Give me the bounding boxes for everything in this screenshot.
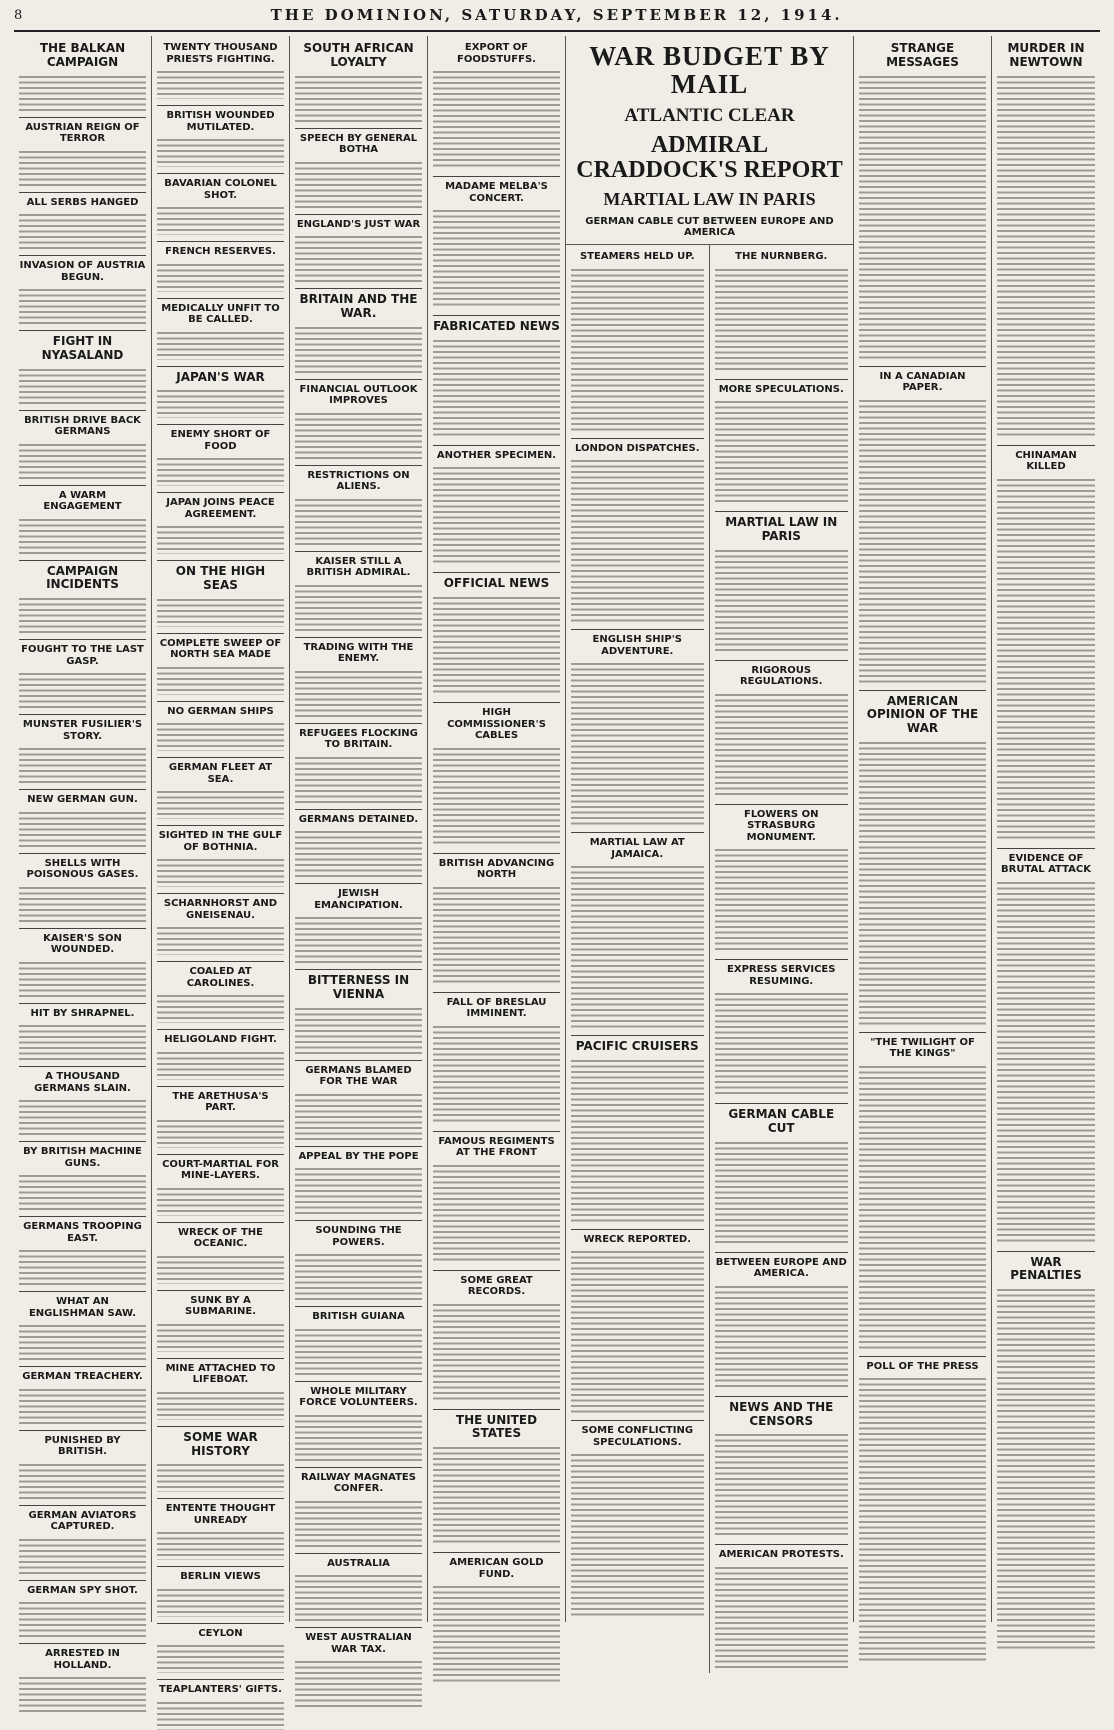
article-text [157, 1049, 284, 1080]
article-text [571, 266, 704, 432]
column-4 [428, 36, 566, 1622]
headline: BRITISH WOUNDED MUTILATED. [157, 105, 284, 133]
column-1 [14, 36, 152, 1671]
headline: FAMOUS REGIMENTS AT THE FRONT [433, 1131, 560, 1159]
article-text [295, 914, 422, 963]
headline: COALED AT CAROLINES. [157, 961, 284, 989]
headline: MADAME MELBA'S CONCERT. [433, 176, 560, 204]
headline: BRITISH GUIANA [295, 1306, 422, 1323]
article-text [433, 464, 560, 566]
column-3 [290, 36, 428, 1655]
article-text [19, 73, 146, 111]
article-text [19, 670, 146, 708]
headline: MORE SPECULATIONS. [715, 379, 849, 396]
headline: RAILWAY MAGNATES CONFER. [295, 1467, 422, 1495]
headline: NEWS AND THE CENSORS [715, 1396, 849, 1429]
headline: FRENCH RESERVES. [157, 241, 284, 258]
headline: BRITISH DRIVE BACK GERMANS [19, 410, 146, 438]
war-budget-section [566, 36, 854, 1622]
article-text [157, 1117, 284, 1148]
headline: GERMANS BLAMED FOR THE WAR [295, 1060, 422, 1088]
article-text [19, 809, 146, 847]
headline: WRECK REPORTED. [571, 1229, 704, 1246]
article-text [295, 159, 422, 208]
headline-war-budget: WAR BUDGET BY MAIL [589, 41, 830, 100]
headline: CHINAMAN KILLED [997, 445, 1095, 473]
article-text [997, 476, 1095, 842]
headline: GERMAN SPY SHOT. [19, 1580, 146, 1597]
headline: STEAMERS HELD UP. [579, 251, 695, 263]
article-text [715, 846, 849, 953]
article-text [295, 1412, 422, 1461]
column-5 [566, 245, 710, 1673]
headline: REFUGEES FLOCKING TO BRITAIN. [295, 723, 422, 751]
article-text [157, 455, 284, 486]
headline: MARTIAL LAW IN PARIS [715, 511, 849, 544]
headline: A THOUSAND GERMANS SLAIN. [19, 1066, 146, 1094]
headline: JEWISH EMANCIPATION. [295, 883, 422, 911]
headline: EXPRESS SERVICES RESUMING. [715, 959, 849, 987]
headline: WEST AUSTRALIAN WAR TAX. [295, 1627, 422, 1655]
article-text [433, 884, 560, 986]
headline: STRANGE MESSAGES [886, 41, 959, 69]
headline: TRADING WITH THE ENEMY. [295, 637, 422, 665]
headline: BAVARIAN COLONEL SHOT. [157, 173, 284, 201]
article-text [19, 1172, 146, 1210]
paper-title: THE DOMINION, SATURDAY, SEPTEMBER 12, 1914. [270, 6, 843, 24]
headline: GERMANS DETAINED. [295, 809, 422, 826]
headline: RIGOROUS REGULATIONS. [715, 660, 849, 688]
article-text [157, 1321, 284, 1352]
article-text [715, 990, 849, 1097]
headline: MINE ATTACHED TO LIFEBOAT. [157, 1358, 284, 1386]
headline: WHOLE MILITARY FORCE VOLUNTEERS. [295, 1381, 422, 1409]
article-text [157, 136, 284, 167]
headline: SHELLS WITH POISONOUS GASES. [19, 853, 146, 881]
article-text [295, 1005, 422, 1054]
headline: PACIFIC CRUISERS [571, 1035, 704, 1054]
article-text [571, 1451, 704, 1617]
headline: SOME GREAT RECORDS. [433, 1270, 560, 1298]
article-text [997, 1286, 1095, 1652]
headline: MUNSTER FUSILIER'S STORY. [19, 714, 146, 742]
headline: HIT BY SHRAPNEL. [19, 1003, 146, 1020]
article-text [715, 1283, 849, 1390]
headline: ARRESTED IN HOLLAND. [19, 1643, 146, 1671]
headline: WAR PENALTIES [997, 1251, 1095, 1284]
article-text [19, 441, 146, 479]
headline: COMPLETE SWEEP OF NORTH SEA MADE [157, 633, 284, 661]
article-text [433, 745, 560, 847]
headline: INVASION OF AUSTRIA BEGUN. [19, 255, 146, 283]
headline: CAMPAIGN INCIDENTS [19, 560, 146, 593]
article-text [19, 148, 146, 186]
headline: FABRICATED NEWS [433, 315, 560, 334]
headline: ANOTHER SPECIMEN. [433, 445, 560, 462]
article-text [571, 863, 704, 1029]
article-text [433, 1301, 560, 1403]
headline: BY BRITISH MACHINE GUNS. [19, 1141, 146, 1169]
headline: AUSTRIAN REIGN OF TERROR [19, 117, 146, 145]
article-text [19, 1097, 146, 1135]
headline: TEAPLANTERS' GIFTS. [157, 1679, 284, 1696]
article-text [157, 1185, 284, 1216]
headline: CEYLON [157, 1623, 284, 1640]
headline: NEW GERMAN GUN. [19, 789, 146, 806]
article-text [157, 68, 284, 99]
headline-cable-cut: GERMAN CABLE CUT BETWEEN EUROPE AND AMERICA [585, 216, 834, 239]
article-text [157, 924, 284, 955]
article-text [433, 68, 560, 170]
headline: GERMANS TROOPING EAST. [19, 1216, 146, 1244]
headline: THE NURNBERG. [735, 251, 828, 263]
headline: ENTENTE THOUGHT UNREADY [157, 1498, 284, 1526]
article-text [157, 261, 284, 292]
article-text [295, 1658, 422, 1707]
headline: SPEECH BY GENERAL BOTHA [295, 128, 422, 156]
headline: HELIGOLAND FIGHT. [157, 1029, 284, 1046]
article-text [19, 366, 146, 404]
article-text [157, 1461, 284, 1492]
article-text [157, 1586, 284, 1617]
article-text [157, 1529, 284, 1560]
headline: SOUTH AFRICAN LOYALTY [303, 41, 414, 69]
headline: THE UNITED STATES [433, 1409, 560, 1442]
headline: WHAT AN ENGLISHMAN SAW. [19, 1291, 146, 1319]
headline: THE ARETHUSA'S PART. [157, 1086, 284, 1114]
headline: FOUGHT TO THE LAST GASP. [19, 639, 146, 667]
headline: NO GERMAN SHIPS [157, 701, 284, 718]
headline: SOME CONFLICTING SPECULATIONS. [571, 1420, 704, 1448]
article-text [157, 329, 284, 360]
headline: GERMAN TREACHERY. [19, 1366, 146, 1383]
article-text [295, 1251, 422, 1300]
headline: A WARM ENGAGEMENT [19, 485, 146, 513]
article-text [715, 691, 849, 798]
headline: "THE TWILIGHT OF THE KINGS" [859, 1032, 986, 1060]
article-text [19, 286, 146, 324]
headline: SUNK BY A SUBMARINE. [157, 1290, 284, 1318]
headline: SOUNDING THE POWERS. [295, 1220, 422, 1248]
headline: MEDICALLY UNFIT TO BE CALLED. [157, 298, 284, 326]
headline: ON THE HIGH SEAS [157, 560, 284, 593]
article-text [157, 596, 284, 627]
article-text [157, 1389, 284, 1420]
article-text [715, 1431, 849, 1538]
article-text [19, 1599, 146, 1637]
article-text [295, 1572, 422, 1621]
article-text [19, 1674, 146, 1712]
masthead [14, 0, 1100, 32]
article-text [433, 337, 560, 439]
article-text [295, 233, 422, 282]
article-text [859, 397, 986, 684]
article-text [295, 1165, 422, 1214]
headline: AUSTRALIA [295, 1553, 422, 1570]
article-text [433, 594, 560, 696]
article-text [997, 879, 1095, 1245]
article-text [295, 1498, 422, 1547]
headline: MARTIAL LAW AT JAMAICA. [571, 832, 704, 860]
headline-martial-law: MARTIAL LAW IN PARIS [603, 189, 816, 210]
headline: JAPAN'S WAR [157, 366, 284, 385]
article-text [997, 73, 1095, 439]
article-text [157, 720, 284, 751]
article-text [157, 992, 284, 1023]
headline: BETWEEN EUROPE AND AMERICA. [715, 1252, 849, 1280]
article-text [19, 211, 146, 249]
article-text [433, 1162, 560, 1264]
headline: EVIDENCE OF BRUTAL ATTACK [997, 848, 1095, 876]
headline-craddock: ADMIRAL CRADDOCK'S REPORT [576, 131, 843, 183]
article-text [295, 410, 422, 459]
headline: APPEAL BY THE POPE [295, 1146, 422, 1163]
article-text [859, 739, 986, 1026]
article-text [19, 959, 146, 997]
article-text [157, 387, 284, 418]
article-text [715, 266, 849, 373]
article-text [433, 1444, 560, 1546]
headline: RESTRICTIONS ON ALIENS. [295, 465, 422, 493]
headline: ALL SERBS HANGED [19, 192, 146, 209]
article-text [19, 1247, 146, 1285]
headline: GERMAN AVIATORS CAPTURED. [19, 1505, 146, 1533]
column-8 [992, 36, 1100, 1622]
column-2 [152, 36, 290, 1696]
headline: JAPAN JOINS PEACE AGREEMENT. [157, 492, 284, 520]
article-text [295, 668, 422, 717]
article-text [157, 1642, 284, 1673]
headline: FIGHT IN NYASALAND [19, 330, 146, 363]
article-text [571, 1248, 704, 1414]
headline: FLOWERS ON STRASBURG MONUMENT. [715, 804, 849, 844]
article-text [715, 1564, 849, 1671]
article-text [157, 204, 284, 235]
article-text [19, 1322, 146, 1360]
article-text [295, 754, 422, 803]
article-text [295, 496, 422, 545]
headline: KAISER STILL A BRITISH ADMIRAL. [295, 551, 422, 579]
article-text [433, 1583, 560, 1685]
headline: AMERICAN OPINION OF THE WAR [859, 690, 986, 736]
article-text [571, 457, 704, 623]
headline: SCHARNHORST AND GNEISENAU. [157, 893, 284, 921]
article-text [433, 1023, 560, 1125]
article-text [19, 884, 146, 922]
headline: SOME WAR HISTORY [157, 1426, 284, 1459]
article-text [571, 660, 704, 826]
headline: ENGLAND'S JUST WAR [295, 214, 422, 231]
article-text [295, 73, 422, 122]
article-text [859, 1375, 986, 1662]
column-6 [710, 245, 854, 1673]
article-text [859, 73, 986, 360]
headline: WRECK OF THE OCEANIC. [157, 1222, 284, 1250]
headline: COURT-MARTIAL FOR MINE-LAYERS. [157, 1154, 284, 1182]
article-text [295, 1326, 422, 1375]
headline: BERLIN VIEWS [157, 1566, 284, 1583]
headline: TWENTY THOUSAND PRIESTS FIGHTING. [163, 42, 278, 65]
headline: EXPORT OF FOODSTUFFS. [457, 42, 536, 65]
article-text [157, 1699, 284, 1730]
headline-atlantic: ATLANTIC CLEAR [624, 104, 795, 126]
article-text [295, 582, 422, 631]
headline: BITTERNESS IN VIENNA [295, 969, 422, 1002]
article-text [859, 1063, 986, 1350]
article-text [715, 547, 849, 654]
headline: AMERICAN PROTESTS. [715, 1544, 849, 1561]
article-text [19, 1461, 146, 1499]
article-text [19, 1536, 146, 1574]
headline: GERMAN FLEET AT SEA. [157, 757, 284, 785]
article-text [19, 595, 146, 633]
column-7 [854, 36, 992, 1622]
headline: ENGLISH SHIP'S ADVENTURE. [571, 629, 704, 657]
headline: BRITISH ADVANCING NORTH [433, 853, 560, 881]
article-text [157, 788, 284, 819]
article-text [295, 324, 422, 373]
headline: FINANCIAL OUTLOOK IMPROVES [295, 379, 422, 407]
article-text [157, 1253, 284, 1284]
headline: GERMAN CABLE CUT [715, 1103, 849, 1136]
headline: AMERICAN GOLD FUND. [433, 1552, 560, 1580]
headline: PUNISHED BY BRITISH. [19, 1430, 146, 1458]
headline: THE BALKAN CAMPAIGN [39, 41, 126, 69]
headline: OFFICIAL NEWS [433, 572, 560, 591]
headline: SIGHTED IN THE GULF OF BOTHNIA. [157, 825, 284, 853]
article-text [157, 856, 284, 887]
article-text [19, 745, 146, 783]
article-text [19, 1386, 146, 1424]
article-text [715, 398, 849, 505]
headline: MURDER IN NEWTOWN [1007, 41, 1085, 69]
headline: BRITAIN AND THE WAR. [295, 288, 422, 321]
article-text [157, 523, 284, 554]
article-text [571, 1057, 704, 1223]
page-number: 8 [14, 7, 24, 23]
headline: KAISER'S SON WOUNDED. [19, 928, 146, 956]
headline: IN A CANADIAN PAPER. [859, 366, 986, 394]
headline: POLL OF THE PRESS [859, 1356, 986, 1373]
headline: ENEMY SHORT OF FOOD [157, 424, 284, 452]
headline: LONDON DISPATCHES. [571, 438, 704, 455]
article-text [715, 1139, 849, 1246]
headline: FALL OF BRESLAU IMMINENT. [433, 992, 560, 1020]
article-text [19, 1022, 146, 1060]
article-text [433, 207, 560, 309]
article-text [19, 516, 146, 554]
article-text [295, 828, 422, 877]
headline: HIGH COMMISSIONER'S CABLES [433, 702, 560, 742]
article-text [157, 664, 284, 695]
war-budget-banner [566, 36, 853, 245]
article-text [295, 1091, 422, 1140]
